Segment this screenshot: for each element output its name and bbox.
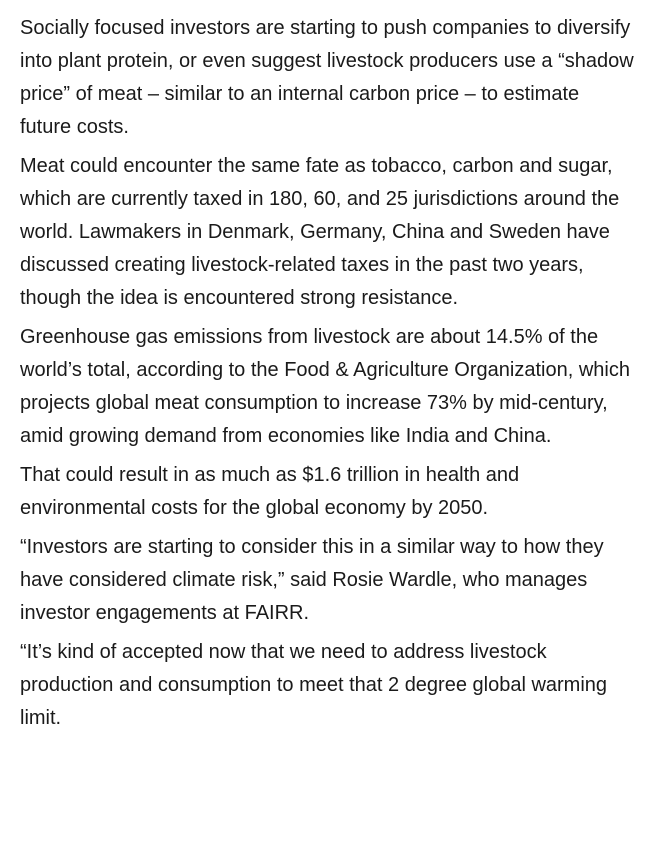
paragraph-quote-warming-limit: “It’s kind of accepted now that we need to address livestock production and consumption to meet that 2 degree global warming limit.	[20, 641, 608, 729]
document-body	[20, 12, 635, 741]
paragraph-meat-taxes: Meat could encounter the same fate as tobacco, carbon and sugar, which are currently taxed in 180, 60, and 25 jurisdictions around the world. Lawmakers in Denmark, Germany, China and Sweden have discussed creating livestock-related taxes in the past two years, though the idea is encountered strong resistance.	[20, 155, 620, 309]
paragraph-quote-wardle: “Investors are starting to consider this in a similar way to how they have considered climate risk,” said Rosie Wardle, who manages investor engagements at FAIRR.	[20, 536, 604, 624]
paragraph-shadow-price: Socially focused investors are starting to push companies to diversify into plant protein, or even suggest livestock producers use a “shadow price” of meat – similar to an internal carbon price – to estimate future costs.	[20, 17, 634, 138]
paragraph-emissions: Greenhouse gas emissions from livestock are about 14.5% of the world’s total, according to the Food & Agriculture Organization, which projects global meat consumption to increase 73% by mid-century, amid growing demand from economies like India and China.	[20, 326, 630, 447]
paragraph-costs: That could result in as much as $1.6 trillion in health and environmental costs for the global economy by 2050.	[20, 464, 520, 519]
